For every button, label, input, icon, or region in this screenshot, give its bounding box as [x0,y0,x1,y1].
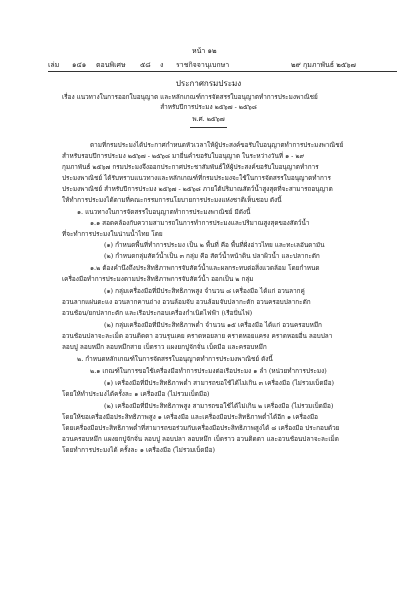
body-line: (๑) กลุ่มเครื่องมือที่มีประสิทธิภาพสูง จำนวน ๘ เครื่องมือ ได้แก่ อวนลากคู่ [104,287,305,295]
issue-number: ๕๘ [140,61,151,69]
body-line: ๑.๑ สอดคล้องกับความสามารถในการทำการประมงและปริมาณสูงสุดของสัตว์น้ำ [90,219,310,227]
body-line: โดยทำการประมงได้ ครั้งละ ๑ เครื่องมือ (ไม่รวมเบ็ดมือ) [62,446,215,454]
section-heading: ๒. กำหนดหลักเกณฑ์ในการจัดสรรใบอนุญาตทำการประมงพาณิชย์ ดังนี้ [77,355,273,363]
body-line: (๒) กำหนดกลุ่มสัตว์น้ำเป็น ๓ กลุ่ม คือ สัตว์น้ำหน้าดิน ปลาผิวน้ำ และปลากะตัก [104,252,320,260]
header-rule [48,71,397,72]
body-line: ประมงพาณิชย์ ได้รับทราบแนวทางและหลักเกณฑ์ที่กรมประมงจะใช้ในการจัดสรรใบอนุญาตทำการ [62,174,331,182]
body-line: อวนลากแผ่นตะแง อวนลากคานถ่าง อวนล้อมจับ อวนล้อมจับปลากะตัก อวนครอบปลากะตัก [62,298,311,306]
body-line: (๒) เครื่องมือที่มีประสิทธิภาพสูง สามารถขอใช้ได้ไม่เกิน ๒ เครื่องมือ (ไม่รวมเบ็ดมือ) [104,402,334,410]
body-line: โดยให้ขอเครื่องมือประสิทธิภาพสูง ๑ เครื่องมือ และเครื่องมือประสิทธิภาพต่ำได้อีก ๑ เครื่องมือ [62,413,318,421]
announcement-year: พ.ศ. ๒๕๖๗ [192,115,225,123]
issue-kind: ตอนพิเศษ [96,61,126,69]
body-line: ๒.๑ เกณฑ์ในการขอใช้เครื่องมือทำการประมงต่อเรือประมง ๑ ลำ (หน่วยทำการประมง) [90,367,327,375]
body-line: ที่จะทำการประมงในน่านน้ำไทย โดย [62,230,163,238]
body-line: กุมภาพันธ์ ๒๕๖๗ กรมประมงจึงออกประกาศประชาสัมพันธ์ให้ผู้ประสงค์ขอรับใบอนุญาตทำการ [62,163,319,171]
section-heading: ๑. แนวทางในการจัดสรรใบอนุญาตทำการประมงพาณิชย์ มีดังนี้ [77,208,251,216]
body-line: ให้ทำการประมงได้ตามที่คณะกรรมการนโยบายการประมงแห่งชาติเห็นชอบ ดังนี้ [62,196,282,204]
body-line: (๑) กำหนดพื้นที่ทำการประมง เป็น ๒ พื้นที่ คือ พื้นที่ฝั่งอ่าวไทย และทะเลอันดามัน [104,241,325,249]
issue-date: ๒๙ กุมภาพันธ์ ๒๕๖๗ [291,61,356,69]
gazette-header-line [48,60,397,70]
volume-number: ๑๔๑ [72,61,87,69]
gazette-name: ราชกิจจานุเบกษา [176,61,230,69]
page-number: หน้า ๑๒ [192,47,217,55]
subject-line-1: เรื่อง แนวทางในการออกใบอนุญาต และหลักเกณฑ์การจัดสรรใบอนุญาตทำการประมงพาณิชย์ [62,93,318,101]
body-line: (๒) กลุ่มเครื่องมือที่มีประสิทธิภาพต่ำ จำนวน ๑๕ เครื่องมือ ได้แก่ อวนครอบหมึก [104,321,322,329]
subject-line-2: สำหรับปีการประมง ๒๕๖๗ - ๒๕๖๘ [160,103,257,111]
body-line: ตามที่กรมประมงได้ประกาศกำหนดหัวเวลาให้ผู้ประสงค์ขอรับใบอนุญาตทำการประมงพาณิชย์ [90,141,344,149]
body-line: อวนช้อนปลาจะละเม็ด อวนติดตา อวนรุนเคย คราดหอยลาย คราดหอยแครง คราดหอยอื่น ลอบปลา [62,332,333,340]
body-line: สำหรับรอบปีการประมง ๒๕๖๗ - ๒๕๖๘ มายื่นคำขอรับใบอนุญาต ในระหว่างวันที่ ๑ - ๒๙ [62,152,305,160]
section-letter: ง [160,61,164,69]
body-line: โดยให้ทำประมงได้ครั้งละ ๑ เครื่องมือ (ไม่รวมเบ็ดมือ) [62,390,210,398]
body-line: ประมงพาณิชย์ สำหรับปีการประมง ๒๕๖๗ - ๒๕๖๘ ภายใต้ปริมาณสัตว์น้ำสูงสุดที่จะสามารถอนุญาต [62,185,333,193]
body-line: ๑.๒ ต้องคำนึงถึงประสิทธิภาพการจับสัตว์น้ำและผลกระทบต่อสิ่งแวดล้อม โดยกำหนด [90,264,320,272]
volume-label: เล่ม [48,61,60,69]
body-line: (๑) เครื่องมือที่มีประสิทธิภาพต่ำ สามารถขอใช้ได้ไม่เกิน ๓ เครื่องมือ (ไม่รวมเบ็ดมือ) [104,379,335,387]
title-underline [190,127,227,128]
announcement-title: ประกาศกรมประมง [175,79,242,88]
body-line: อวนช้อน/ยกปลากะตัก และเรือประกอบเครื่องกำเนิดไฟฟ้า (เรือปั่นไฟ) [62,309,253,317]
body-line: ลอบปู ลอบหมึก ลอบหมึกสาย เบ็ดราว แผงยกปูจักจั่น เบ็ดมือ และครอบหมึก [62,343,267,351]
body-line: เครื่องมือทำการประมงตามประสิทธิภาพการจับสัตว์น้ำ ออกเป็น ๒ กลุ่ม [62,275,254,283]
body-line: โดยเครื่องมือประสิทธิภาพต่ำที่สามารถขอร่วมกับเครื่องมือประสิทธิภาพสูงได้ ๘ เครื่องมือ ประกอบด้วย [62,424,340,432]
body-line: อวนครอบหมึก แผงยกปูจักจั่น ลอบปู ลอบปลา ลอบหมึก เบ็ดราว อวนติดตา และอวนช้อนปลาจะละเม็ด [62,435,339,443]
